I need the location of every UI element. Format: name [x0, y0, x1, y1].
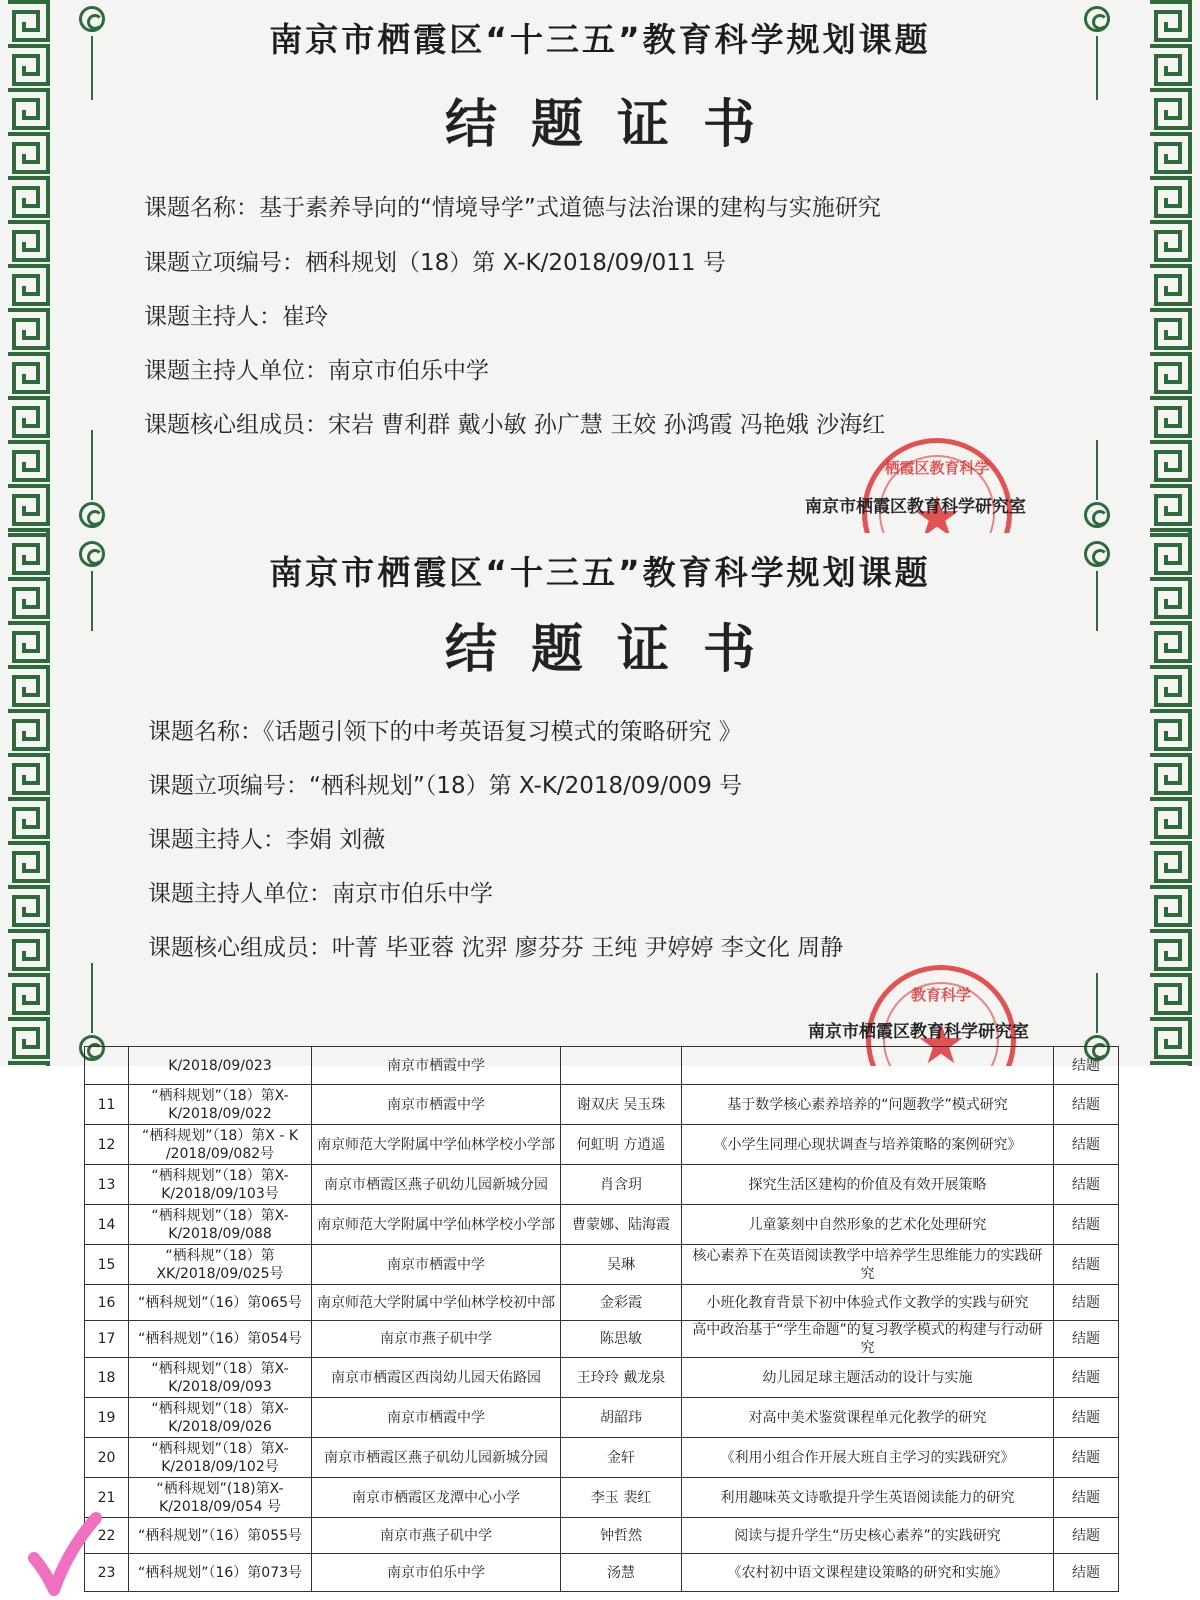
status-cell: 结题: [1054, 1398, 1119, 1438]
row-number-cell: 18: [85, 1358, 129, 1398]
ornament-line: [91, 963, 93, 1033]
project-code-cell: “栖科规划”（18）第X-K/2018/09/026: [129, 1398, 312, 1438]
project-list-sheet: [0, 1057, 1200, 1600]
row-number-cell: 13: [85, 1165, 129, 1205]
project-code-cell: “栖科规划”（18）第X - K /2018/09/082号: [129, 1125, 312, 1165]
host-unit-cell: 南京师范大学附属中学仙林学校小学部: [312, 1125, 561, 1165]
row-number-cell: 20: [85, 1438, 129, 1478]
meander-pattern: [4, 0, 54, 533]
field-project-number: 课题立项编号：“栖科规划”（18）第 X-K/2018/09/009 号: [148, 773, 743, 799]
host-unit-cell: 南京市栖霞中学: [312, 1047, 561, 1085]
project-code-cell: “栖科规划”(18)第X-K/2018/09/054 号: [129, 1478, 312, 1518]
field-core-members: 课题核心组成员：叶菁 毕亚蓉 沈羿 廖芬芬 王纯 尹婷婷 李文化 周静: [148, 935, 844, 961]
status-cell: 结题: [1054, 1205, 1119, 1245]
status-cell: 结题: [1054, 1518, 1119, 1554]
official-seal: 教育科学 ★: [866, 965, 1016, 1115]
project-code-cell: “栖科规划”（16）第065号: [129, 1285, 312, 1321]
host-name-cell: 金彩霞: [561, 1285, 682, 1321]
status-cell: 结题: [1054, 1478, 1119, 1518]
spiral-ornament-icon: [79, 502, 105, 528]
project-title-cell: 小班化教育背景下初中体验式作文教学的实践与研究: [682, 1285, 1054, 1321]
status-cell: 结题: [1054, 1554, 1119, 1592]
host-unit-cell: 南京市栖霞中学: [312, 1245, 561, 1285]
project-title-cell: 幼儿园足球主题活动的设计与实施: [682, 1358, 1054, 1398]
host-unit-cell: 南京师范大学附属中学仙林学校小学部: [312, 1205, 561, 1245]
status-cell: 结题: [1054, 1438, 1119, 1478]
certificate-1: [0, 0, 1200, 533]
table-row: [85, 1245, 1119, 1285]
host-unit-cell: 南京市栖霞中学: [312, 1398, 561, 1438]
status-cell: 结题: [1054, 1358, 1119, 1398]
project-title-cell: 阅读与提升学生“历史核心素养”的实践研究: [682, 1518, 1054, 1554]
project-title-cell: 对高中美术鉴赏课程单元化教学的研究: [682, 1398, 1054, 1438]
host-name-cell: [561, 1047, 682, 1085]
table-row: [85, 1518, 1119, 1554]
project-code-cell: “栖科规划”（16）第055号: [129, 1518, 312, 1554]
project-code-cell: “栖科规”（18）第 XK/2018/09/025号: [129, 1245, 312, 1285]
project-table: [84, 1046, 1119, 1592]
row-number-cell: 14: [85, 1205, 129, 1245]
project-title-cell: 探究生活区建构的价值及有效开展策略: [682, 1165, 1054, 1205]
host-unit-cell: 南京市燕子矶中学: [312, 1518, 561, 1554]
table-row: [85, 1285, 1119, 1321]
field-host-unit: 课题主持人单位：南京市伯乐中学: [148, 881, 493, 907]
field-topic-name: 课题名称：《话题引领下的中考英语复习模式的策略研究 》: [148, 719, 742, 745]
status-cell: 结题: [1054, 1085, 1119, 1125]
project-code-cell: “栖科规划”（18）第X-K/2018/09/102号: [129, 1438, 312, 1478]
certificate-header: 南京市栖霞区“十三五”教育科学规划课题: [269, 20, 931, 59]
host-name-cell: 李玉 裴红: [561, 1478, 682, 1518]
ornament-line: [91, 430, 93, 500]
right-meander-border: [1146, 0, 1196, 533]
row-number-cell: 23: [85, 1554, 129, 1592]
host-unit-cell: 南京市栖霞中学: [312, 1085, 561, 1125]
certificate-title: 结题证书: [444, 620, 789, 680]
project-code-cell: “栖科规划”（16）第054号: [129, 1321, 312, 1358]
status-cell: 结题: [1054, 1165, 1119, 1205]
project-title-cell: 儿童篆刻中自然形象的艺术化处理研究: [682, 1205, 1054, 1245]
left-meander-border: [4, 0, 54, 533]
field-host: 课题主持人：崔玲: [144, 304, 328, 330]
row-number-cell: 15: [85, 1245, 129, 1285]
project-title-cell: 高中政治基于“学生命题”的复习教学模式的构建与行动研究: [682, 1321, 1054, 1358]
row-number-cell: 17: [85, 1321, 129, 1358]
field-topic-name: 课题名称：基于素养导向的“情境导学”式道德与法治课的建构与实施研究: [144, 195, 881, 221]
project-code-cell: “栖科规划”（18）第X-K/2018/09/088: [129, 1205, 312, 1245]
host-name-cell: 吴琳: [561, 1245, 682, 1285]
host-unit-cell: 南京市伯乐中学: [312, 1554, 561, 1592]
row-number-cell: 16: [85, 1285, 129, 1321]
host-name-cell: 汤慧: [561, 1554, 682, 1592]
field-host: 课题主持人：李娟 刘薇: [148, 827, 386, 853]
meander-pattern: [1146, 0, 1196, 533]
host-unit-cell: 南京师范大学附属中学仙林学校初中部: [312, 1285, 561, 1321]
status-cell: 结题: [1054, 1245, 1119, 1285]
row-number-cell: 21: [85, 1478, 129, 1518]
table-row: [85, 1205, 1119, 1245]
spiral-ornament-icon: [1084, 502, 1110, 528]
ornament-line: [1096, 973, 1098, 1033]
check-mark-icon: [28, 1510, 100, 1595]
project-title-cell: 利用趣味英文诗歌提升学生英语阅读能力的研究: [682, 1478, 1054, 1518]
table-row: [85, 1554, 1119, 1592]
host-unit-cell: 南京市栖霞区西岗幼儿园天佑路园: [312, 1358, 561, 1398]
host-name-cell: 谢双庆 吴玉珠: [561, 1085, 682, 1125]
host-unit-cell: 南京市栖霞区燕子矶幼儿园新城分园: [312, 1438, 561, 1478]
table-row: [85, 1321, 1119, 1358]
project-title-cell: 《小学生同理心现状调查与培养策略的案例研究》: [682, 1125, 1054, 1165]
host-name-cell: 钟哲然: [561, 1518, 682, 1554]
certificate-2: [0, 533, 1200, 1066]
table-row: [85, 1125, 1119, 1165]
table-row: [85, 1478, 1119, 1518]
table-row: [85, 1085, 1119, 1125]
table-row: [85, 1438, 1119, 1478]
official-seal: 栖霞区教育科学 ★: [862, 438, 1012, 588]
table-row: [85, 1047, 1119, 1085]
host-name-cell: 金轩: [561, 1438, 682, 1478]
project-title-cell: 基于数学核心素养培养的“问题教学”模式研究: [682, 1085, 1054, 1125]
host-name-cell: 肖含玥: [561, 1165, 682, 1205]
ornament-line: [1096, 440, 1098, 500]
project-code-cell: “栖科规划”（16）第073号: [129, 1554, 312, 1592]
table-row: [85, 1165, 1119, 1205]
status-cell: 结题: [1054, 1285, 1119, 1321]
certificate-title: 结题证书: [444, 95, 789, 155]
host-name-cell: 胡韶玮: [561, 1398, 682, 1438]
project-code-cell: K/2018/09/023: [129, 1047, 312, 1085]
project-code-cell: “栖科规划”（18）第X-K/2018/09/022: [129, 1085, 312, 1125]
project-code-cell: “栖科规划”（18）第X-K/2018/09/093: [129, 1358, 312, 1398]
row-number-cell: 19: [85, 1398, 129, 1438]
field-host-unit: 课题主持人单位：南京市伯乐中学: [144, 358, 489, 384]
status-cell: 结题: [1054, 1321, 1119, 1358]
certificate-header: 南京市栖霞区“十三五”教育科学规划课题: [269, 553, 931, 592]
project-title-cell: 《利用小组合作开展大班自主学习的实践研究》: [682, 1438, 1054, 1478]
status-cell: 结题: [1054, 1125, 1119, 1165]
field-project-number: 课题立项编号：栖科规划（18）第 X-K/2018/09/011 号: [144, 250, 726, 276]
project-title-cell: [682, 1047, 1054, 1085]
host-unit-cell: 南京市栖霞区龙潭中心小学: [312, 1478, 561, 1518]
status-cell: 结题: [1054, 1047, 1119, 1085]
host-name-cell: 何虹明 方逍遥: [561, 1125, 682, 1165]
host-name-cell: 王玲玲 戴龙泉: [561, 1358, 682, 1398]
host-unit-cell: 南京市栖霞区燕子矶幼儿园新城分园: [312, 1165, 561, 1205]
row-number-cell: 12: [85, 1125, 129, 1165]
row-number-cell: 22: [85, 1518, 129, 1554]
table-row: [85, 1358, 1119, 1398]
project-title-cell: 《农村初中语文课程建设策略的研究和实施》: [682, 1554, 1054, 1592]
field-core-members: 课题核心组成员：宋岩 曹利群 戴小敏 孙广慧 王姣 孙鸿霞 冯艳娥 沙海红: [144, 412, 886, 438]
row-number-cell: [85, 1047, 129, 1085]
row-number-cell: 11: [85, 1085, 129, 1125]
issuer-name: 南京市栖霞区教育科学研究室: [808, 1022, 1029, 1042]
table-row: [85, 1398, 1119, 1438]
host-name-cell: 曹蒙娜、陆海霞: [561, 1205, 682, 1245]
project-title-cell: 核心素养下在英语阅读教学中培养学生思维能力的实践研究: [682, 1245, 1054, 1285]
host-name-cell: 陈思敏: [561, 1321, 682, 1358]
host-unit-cell: 南京市燕子矶中学: [312, 1321, 561, 1358]
issuer-name: 南京市栖霞区教育科学研究室: [805, 497, 1026, 517]
project-code-cell: “栖科规划”（18）第X-K/2018/09/103号: [129, 1165, 312, 1205]
